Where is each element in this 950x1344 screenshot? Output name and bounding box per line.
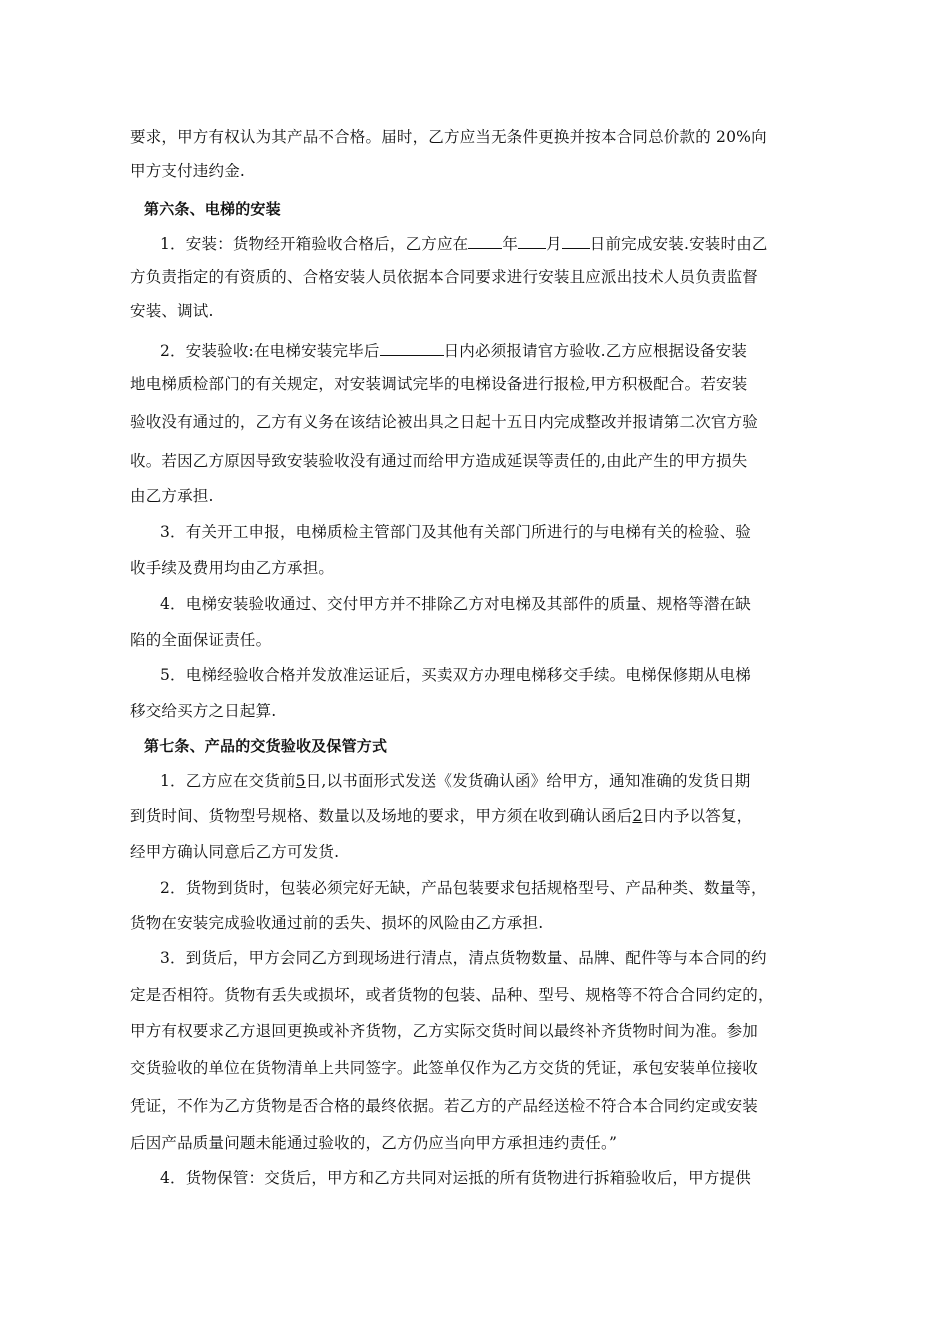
article-6-item-3-line: 3．有关开工申报，电梯质检主管部门及其他有关部门所进行的与电梯有关的检验、验: [160, 523, 751, 541]
month-blank: [518, 233, 546, 249]
article-6-item-3-line: 收手续及费用均由乙方承担。: [130, 559, 335, 577]
article-6-item-2-line: 收。若因乙方原因导致安装验收没有通过而给甲方造成延误等责任的,由此产生的甲方损失: [130, 452, 748, 470]
article-6-item-4-line: 4．电梯安装验收通过、交付甲方并不排除乙方对电梯及其部件的质量、规格等潜在缺: [160, 595, 751, 613]
paragraph-line: 要求，甲方有权认为其产品不合格。届时，乙方应当无条件更换并按本合同总价款的 20%向: [130, 128, 767, 146]
article-7-item-3-line: 3．到货后，甲方会同乙方到现场进行清点，清点货物数量、品牌、配件等与本合同的约: [160, 949, 767, 967]
article-6-item-1-line: [160, 233, 820, 254]
item-text: 2．安装验收:在电梯安装完毕后: [160, 342, 380, 360]
article-6-item-5-line: 5．电梯经验收合格并发放准运证后，买卖双方办理电梯移交手续。电梯保修期从电梯: [160, 666, 751, 684]
article-7-item-3-line: 甲方有权要求乙方退回更换或补齐货物，乙方实际交货时间以最终补齐货物时间为准。参加: [130, 1022, 759, 1040]
year-blank: [468, 233, 502, 249]
item-text: 月: [546, 235, 562, 253]
days-number: 2: [632, 807, 643, 825]
item-text: 年: [502, 235, 519, 253]
article-6-item-4-line: 陷的全面保证责任。: [130, 631, 272, 649]
days-blank: [380, 340, 444, 356]
article-6-heading: 第六条、电梯的安装: [144, 200, 281, 218]
item-text: 1．安装：货物经开箱验收合格后，乙方应在: [160, 235, 469, 253]
article-7-item-1-line: [160, 771, 820, 791]
article-7-item-2-line: 货物在安装完成验收通过前的丢失、损坏的风险由乙方承担.: [130, 914, 544, 932]
article-6-item-1-line: 方负责指定的有资质的、合格安装人员依据本合同要求进行安装且应派出技术人员负责监督: [130, 268, 759, 286]
item-text: 日内必须报请官方验收.乙方应根据设备安装: [443, 342, 748, 360]
article-6-item-5-line: 移交给买方之日起算.: [130, 702, 277, 720]
item-text: 日,以书面形式发送《发货确认函》给甲方，通知准确的发货日期: [305, 772, 751, 790]
article-6-item-2-line: 地电梯质检部门的有关规定，对安装调试完毕的电梯设备进行报检,甲方积极配合。若安装: [130, 375, 748, 393]
item-text: 日前完成安装.安装时由乙: [589, 235, 768, 253]
article-6-item-2-line: 由乙方承担.: [130, 487, 214, 505]
article-7-item-4-line: 4．货物保管：交货后，甲方和乙方共同对运抵的所有货物进行拆箱验收后，甲方提供: [160, 1169, 751, 1187]
article-7-item-3-line: 交货验收的单位在货物清单上共同签字。此签单仅作为乙方交货的凭证，承包安装单位接收: [130, 1059, 759, 1077]
article-7-item-3-line: 后因产品质量问题未能通过验收的，乙方仍应当向甲方承担违约责任。”: [130, 1134, 618, 1152]
days-number: 5: [295, 772, 306, 790]
paragraph-line: 甲方支付违约金.: [130, 162, 246, 180]
item-text: 日内予以答复，: [642, 807, 753, 825]
article-6-item-2-line: [160, 340, 820, 361]
day-blank: [562, 233, 590, 249]
article-6-item-2-line: 验收没有通过的，乙方有义务在该结论被出具之日起十五日内完成整改并报请第二次官方验: [130, 413, 759, 431]
article-6-item-1-line: 安装、调试.: [130, 302, 214, 320]
article-7-item-3-line: 凭证，不作为乙方货物是否合格的最终依据。若乙方的产品经送检不符合本合同约定或安装: [130, 1097, 759, 1115]
article-7-item-1-line: 经甲方确认同意后乙方可发货.: [130, 843, 340, 861]
article-7-item-2-line: 2．货物到货时，包装必须完好无缺，产品包装要求包括规格型号、产品种类、数量等，: [160, 879, 767, 897]
item-text: 到货时间、货物型号规格、数量以及场地的要求，甲方须在收到确认函后: [130, 807, 633, 825]
article-7-item-1-line: [130, 806, 820, 826]
article-7-item-3-line: 定是否相符。货物有丢失或损坏，或者货物的包装、品种、型号、规格等不符合合同约定的，: [130, 986, 774, 1004]
item-text: 1．乙方应在交货前: [160, 772, 296, 790]
article-7-heading: 第七条、产品的交货验收及保管方式: [144, 737, 388, 755]
